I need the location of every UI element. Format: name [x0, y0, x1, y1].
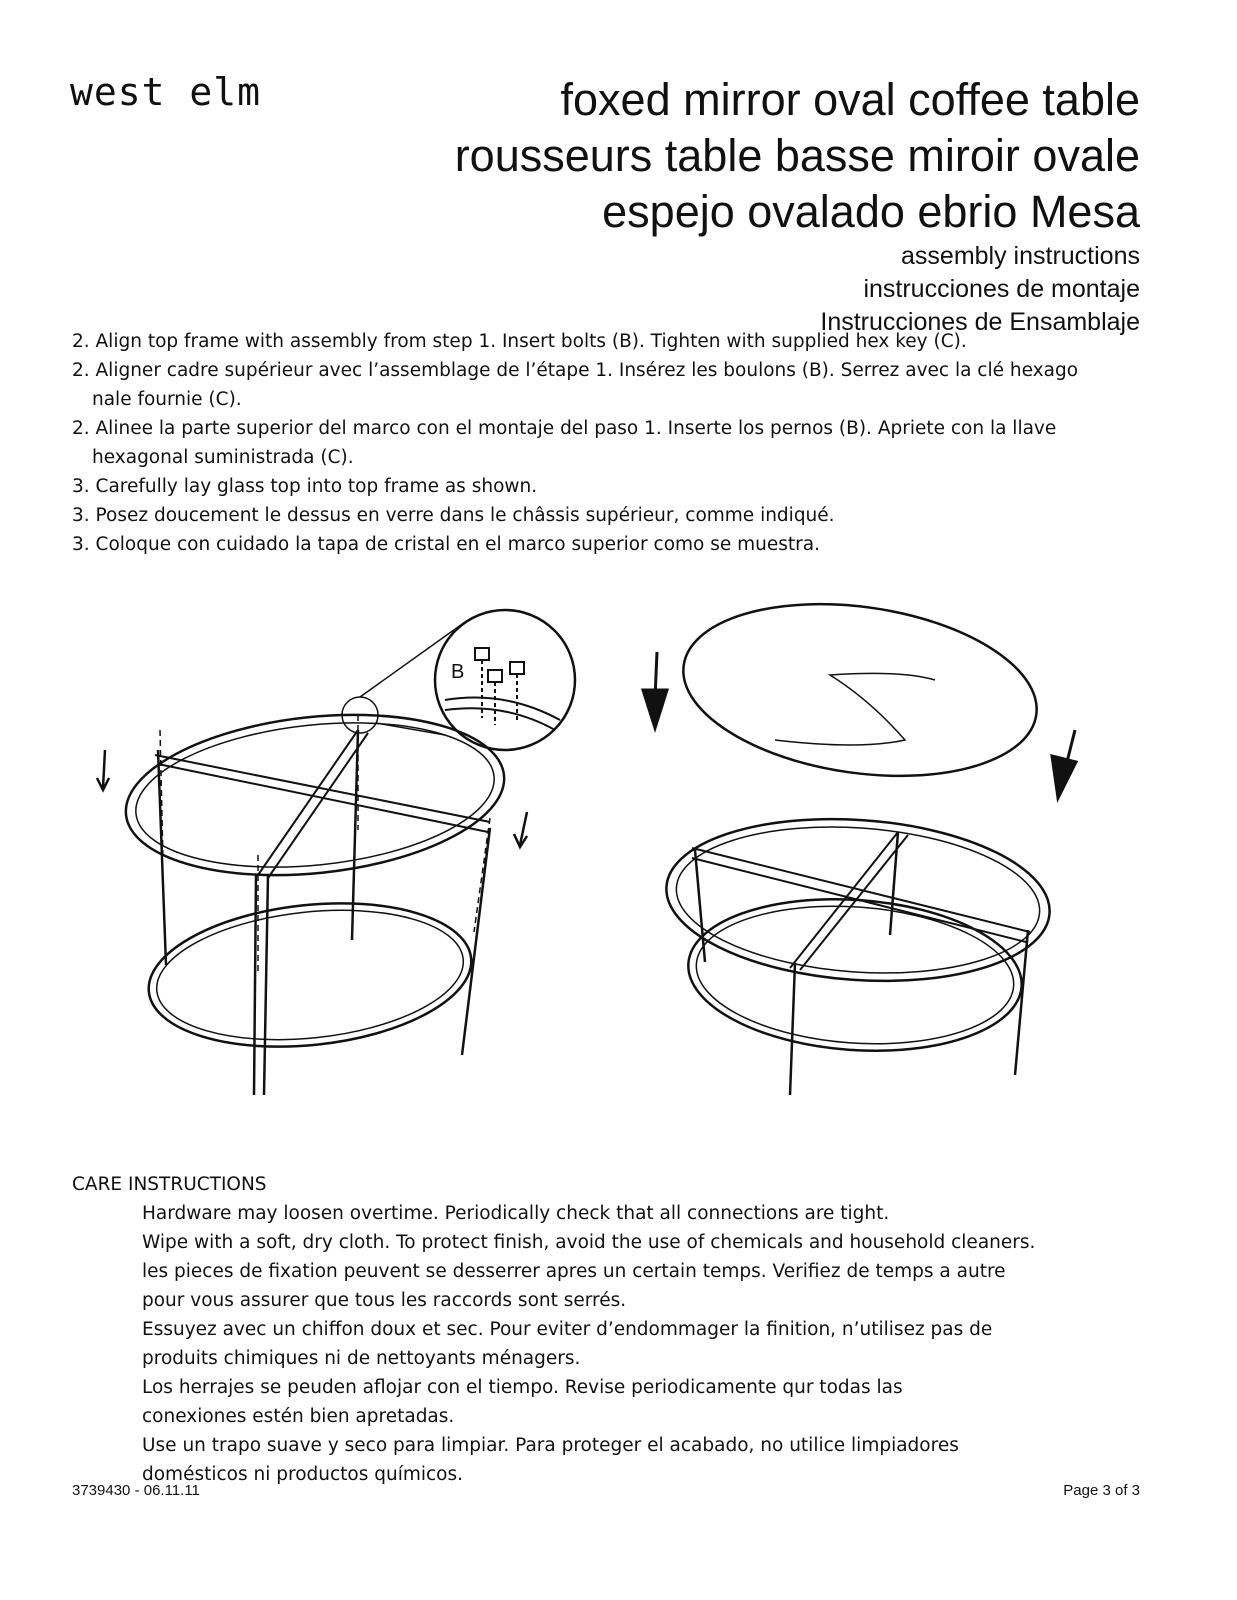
brand-logo: west elm [70, 70, 262, 114]
glass-reflection [775, 673, 935, 745]
glass-top [672, 590, 1048, 797]
step-line: 3. Posez doucement le dessus en verre dans le châssis supérieur, comme indiqué. [72, 505, 835, 526]
care-instructions [72, 1170, 1035, 1489]
step-line: hexagonal suministrada (C). [92, 447, 354, 468]
step-line: 2. Aligner cadre supérieur avec l’assemblage de l’étape 1. Insérez les boulons (B). Serrez avec la clé hexago [72, 360, 1079, 381]
step-line: 2. Alinee la parte superior del marco con el montaje del paso 1. Inserte los pernos (B). Apriete con la llave [72, 418, 1057, 439]
care-line: Use un trapo suave y seco para limpiar. Para proteger el acabado, no utilice limpiadores [142, 1435, 959, 1456]
care-body [72, 1199, 1035, 1489]
subtitle-es-2: Instrucciones de Ensamblaje [820, 308, 1140, 336]
product-title-fr: rousseurs table basse miroir ovale [454, 130, 1140, 181]
product-title-es: espejo ovalado ebrio Mesa [602, 186, 1140, 237]
care-title: CARE INSTRUCTIONS [72, 1174, 267, 1195]
assembly-diagram [0, 590, 1237, 1130]
care-line: Wipe with a soft, dry cloth. To protect finish, avoid the use of chemicals and household cleaners. [142, 1232, 1036, 1253]
callout-label-b: B [451, 661, 465, 683]
care-line: domésticos ni productos químicos. [142, 1464, 464, 1485]
care-line: conexiones estén bien apretadas. [142, 1406, 455, 1427]
step-line: 3. Carefully lay glass top into top frame as shown. [72, 476, 538, 497]
step-line: 2. Align top frame with assembly from step 1. Insert bolts (B). Tighten with supplied hex key (C). [72, 331, 967, 352]
left-bottom-ring [142, 888, 479, 1061]
care-line: les pieces de fixation peuvent se desserrer apres un certain temps. Verifiez de temps a autre [142, 1261, 1006, 1282]
care-line: Essuyez avec un chiffon doux et sec. Pour eviter d’endommager la finition, n’utilisez pas de [142, 1319, 993, 1340]
title-block [455, 72, 1140, 339]
subtitle-en: assembly instructions [901, 242, 1140, 270]
document-number: 3739430 - 06.11.11 [72, 1482, 200, 1499]
care-line: pour vous assurer que tous les raccords sont serrés. [142, 1290, 627, 1311]
assembly-steps [72, 327, 1152, 559]
product-title-en: foxed mirror oval coffee table [560, 74, 1140, 125]
step-line: 3. Coloque con cuidado la tapa de cristal en el marco superior como se muestra. [72, 534, 821, 555]
right-bottom-ring [683, 889, 1027, 1062]
care-line: Los herrajes se peuden aflojar con el tiempo. Revise periodicamente qur todas las [142, 1377, 903, 1398]
care-line: Hardware may loosen overtime. Periodically check that all connections are tight. [142, 1203, 890, 1224]
care-line: produits chimiques ni de nettoyants ménagers. [142, 1348, 581, 1369]
step-line: nale fournie (C). [92, 389, 242, 410]
subtitle-es: instrucciones de montaje [863, 275, 1140, 303]
page-number: Page 3 of 3 [1063, 1482, 1140, 1499]
left-cross-bars [155, 730, 490, 878]
left-table-legs [158, 730, 490, 1095]
